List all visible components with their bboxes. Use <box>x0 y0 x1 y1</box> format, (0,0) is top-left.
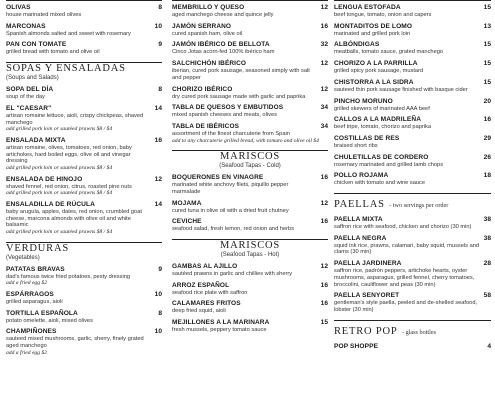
item-description: deep fried squid, aioli <box>172 308 226 315</box>
item-description: Spanish almonds salted and sweet with rosemary <box>6 30 131 37</box>
menu-item <box>334 260 491 288</box>
item-name: MONTADITOS DE LOMO <box>334 22 413 30</box>
section-title: PAELLAS <box>334 199 385 211</box>
item-name: PAN CON TOMATE <box>6 41 67 49</box>
item-price: 10 <box>154 328 162 336</box>
menu-item <box>334 343 491 351</box>
item-name: PAELLA JARDINERA <box>334 260 402 268</box>
section-subtitle: (Vegetables) <box>6 254 40 261</box>
item-description: cured spanish ham, olive oil <box>172 30 243 37</box>
menu-item <box>172 263 328 278</box>
item-addon: add grilled pork loin or sautéed prawns $8 / $4 <box>6 228 113 235</box>
menu-item <box>172 41 328 56</box>
item-price: 38 <box>483 216 491 224</box>
menu-item <box>334 4 491 19</box>
divider <box>334 0 491 1</box>
section-title: MARISCOS <box>219 151 281 163</box>
item-price: 16 <box>320 218 328 226</box>
item-description: grilled skewers of marinated AAA beef <box>334 105 430 112</box>
item-description: grilled spicy pork sausage, mustard <box>334 68 424 75</box>
menu-item <box>6 291 162 306</box>
item-name: MARCONAS <box>6 22 46 30</box>
item-name: ENSALADA DE HINOJO <box>6 175 83 183</box>
item-description: dry cured pork sausage made with garlic and paprika <box>172 93 306 100</box>
item-price: 26 <box>483 153 491 161</box>
menu-item <box>172 174 328 195</box>
item-name: BOQUERONES EN VINAGRE <box>172 174 264 182</box>
item-price: 12 <box>320 263 328 271</box>
section-header <box>172 150 328 170</box>
item-price: 12 <box>320 60 328 68</box>
item-price: 16 <box>320 22 328 30</box>
section-note: - two servings per order <box>389 202 449 210</box>
item-price: 29 <box>483 134 491 142</box>
section-header <box>334 320 491 339</box>
item-addon: add to any charcuterie grilled bread, with tomato and olive oil $4 <box>172 137 319 144</box>
item-price: 16 <box>483 116 491 124</box>
item-description: beef tripe, tomato, chorizo and paprika <box>334 124 432 131</box>
item-description: sauteed mixed mushrooms, garlic, sherry, finely grated aged manchego <box>6 336 144 349</box>
menu-item <box>6 201 162 236</box>
menu-item <box>172 300 328 315</box>
item-price: 12 <box>320 85 328 93</box>
menu-item <box>334 60 491 75</box>
item-name: POLLO ROJAMA <box>334 172 389 180</box>
item-price: 28 <box>483 260 491 268</box>
menu-item <box>6 310 162 325</box>
item-description: braised short ribs <box>334 142 378 149</box>
item-description: meatballs, tomato sauce, grated manchego <box>334 49 444 56</box>
item-name: MOJAMA <box>172 199 202 207</box>
menu-item <box>172 4 328 19</box>
section-note: - glass bottles <box>401 328 436 336</box>
item-price: 34 <box>320 122 328 130</box>
section-header <box>172 239 328 259</box>
item-price: 4 <box>487 342 491 350</box>
menu-column-1 <box>6 0 162 360</box>
menu-item <box>6 176 162 197</box>
menu-item <box>172 104 328 119</box>
item-addon: add a fried egg $2 <box>6 280 48 287</box>
item-name: PAELLA SENYORET <box>334 292 400 300</box>
item-name: POP SHOPPE <box>334 342 379 350</box>
item-price: 12 <box>154 175 162 183</box>
item-name: CHORIZO A LA PARRILLA <box>334 60 418 68</box>
item-description: seafood salad, fresh lemon, red onion and herbs <box>172 226 295 233</box>
item-description: soup of the day <box>6 94 45 101</box>
section-subtitle: (Soups and Salads) <box>6 75 59 82</box>
item-description: seafood rice plate with saffron <box>172 289 248 296</box>
item-description: saffron rice with seafood, chicken and chorizo (30 min) <box>334 224 472 231</box>
item-description: rosemary marinated and grilled lamb chops <box>334 161 444 168</box>
item-price: 16 <box>320 281 328 289</box>
item-name: JAMÓN SERRANO <box>172 22 232 30</box>
item-price: 38 <box>483 234 491 242</box>
item-description: saffron rice, padrón peppers, artichoke hearts, oyster mushrooms, asparagus, grilled fennel, cherry tomatoes, broccolini, cauliflower and peas (30 min) <box>334 268 475 288</box>
menu-item <box>334 23 491 38</box>
item-price: 10 <box>154 290 162 298</box>
item-price: 9 <box>158 265 162 273</box>
menu-item <box>334 292 491 313</box>
menu-item <box>334 235 491 256</box>
item-description: marinated white anchovy filets, piquillo pepper marmalade <box>172 182 289 195</box>
item-price: 8 <box>158 309 162 317</box>
item-name: COSTILLAS DE RES <box>334 134 400 142</box>
item-price: 20 <box>483 97 491 105</box>
item-price: 18 <box>483 172 491 180</box>
item-name: LENGUA ESTOFADA <box>334 4 401 11</box>
item-price: 14 <box>154 200 162 208</box>
item-addon: add grilled pork loin or sautéed prawns $8 / $4 <box>6 164 113 171</box>
item-price: 16 <box>320 174 328 182</box>
item-description: fresh mussels, peppery tomato sauce <box>172 327 267 334</box>
item-description: Cinco Jotas acorn-fed 100% ibérico ham <box>172 49 275 56</box>
item-description: potato omelette, aioli, mixed olives <box>6 317 93 324</box>
item-price: 10 <box>154 22 162 30</box>
item-name: CALLOS A LA MADRILEÑA <box>334 116 422 124</box>
section-subtitle: (Seafood Tapas - Hot) <box>220 252 280 259</box>
item-description: grilled asparagus, aioli <box>6 298 63 305</box>
menu-item <box>6 23 162 38</box>
item-description: aged manchego cheese and quince jelly <box>172 12 274 18</box>
menu-column-3 <box>334 0 491 355</box>
item-price: 14 <box>154 104 162 112</box>
item-name: CHULETILLAS DE CORDERO <box>334 153 429 161</box>
menu-item <box>172 282 328 297</box>
menu-item <box>172 218 328 233</box>
item-price: 13 <box>483 22 491 30</box>
item-description: chicken with tomato and wine sauce <box>334 180 426 187</box>
menu-item <box>172 200 328 215</box>
menu-item <box>172 60 328 81</box>
divider <box>6 0 162 1</box>
item-price: 9 <box>158 41 162 49</box>
item-name: ENSALADA MIXTA <box>6 136 66 144</box>
item-name: CHORIZO IBÉRICO <box>172 85 233 93</box>
item-description: iberian, cured pork sausage, seasoned simply with salt and pepper <box>172 68 310 81</box>
menu-column-2 <box>172 0 328 338</box>
item-name: SOPA DEL DÍA <box>6 86 54 94</box>
menu-item <box>334 216 491 231</box>
item-description: beef tongue, tomato, onion and capers <box>334 12 432 18</box>
item-description: cured tuna in olive oil with a dried fruit chutney <box>172 207 289 214</box>
item-price: 15 <box>320 319 328 327</box>
item-description: artisan romaine lettuce, aioli, crispy chickpeas, shaved manchego <box>6 112 144 126</box>
item-name: TABLA DE IBÉRICOS <box>172 122 240 130</box>
item-price: 34 <box>320 104 328 112</box>
menu-item <box>334 135 491 150</box>
item-addon: add grilled pork loin or sautéed prawns $8 / $4 <box>6 190 113 197</box>
item-description: sauteed thin pork sausage finished with basque cider <box>334 86 468 93</box>
item-price: 58 <box>483 292 491 300</box>
item-description: sautéed prawns in garlic and chillies with sherry <box>172 271 293 278</box>
section-header <box>334 193 491 212</box>
section-title: RETRO POP <box>334 325 398 337</box>
item-price: 12 <box>320 4 328 11</box>
item-name: PAELLA MIXTA <box>334 216 383 224</box>
item-price: 32 <box>320 41 328 49</box>
menu-item <box>6 328 162 356</box>
section-header <box>6 62 162 82</box>
menu-item <box>6 4 162 19</box>
divider <box>334 193 491 194</box>
menu-item <box>172 86 328 101</box>
item-name: CEVICHE <box>172 218 202 226</box>
menu-item <box>6 137 162 172</box>
menu-item <box>334 79 491 94</box>
item-description: gentleman's style paella, peeled and de-shelled seafood, lobster (30 min) <box>334 300 478 313</box>
menu-item <box>334 41 491 56</box>
menu-item <box>172 123 328 144</box>
item-name: ENSALADILLA DE RÚCULA <box>6 200 96 208</box>
item-price: 8 <box>158 4 162 11</box>
item-price: 8 <box>158 86 162 94</box>
item-description: house marinated mixed olives <box>6 12 82 18</box>
item-name: GAMBAS AL AJILLO <box>172 263 238 271</box>
divider <box>172 0 328 1</box>
item-price: 16 <box>154 136 162 144</box>
item-description: baby arugula, apples, dates, red onion, crumbled goat cheese, marcona almonds with olive oil and white balsamic <box>6 208 142 229</box>
item-name: CALAMARES FRITOS <box>172 300 241 308</box>
item-price: 15 <box>483 78 491 86</box>
section-title: SOPAS Y ENSALADAS <box>6 63 126 75</box>
item-name: OLIVAS <box>6 4 31 11</box>
section-subtitle: (Seafood Tapas - Cold) <box>219 163 281 170</box>
item-name: ESPÁRRAGOS <box>6 290 54 298</box>
item-description: marinated and grilled pork loin <box>334 30 411 37</box>
item-name: PAELLA NEGRA <box>334 234 387 242</box>
item-description: mixed spanish cheeses and meats, olives <box>172 112 277 119</box>
section-title: MARISCOS <box>219 240 281 252</box>
menu-item <box>6 266 162 287</box>
item-description: shaved fennel, red onion, citrus, roasted pine nuts <box>6 183 132 190</box>
item-addon: add grilled pork loin or sautéed prawns $8 / $4 <box>6 126 113 133</box>
item-name: TORTILLA ESPAÑOLA <box>6 309 78 317</box>
menu-item <box>172 319 328 334</box>
item-description: grilled bread with tomato and olive oil <box>6 49 100 56</box>
item-description: squid ink rice, prawns, calamari, baby squid, mussels and clams (30 min) <box>334 242 480 256</box>
item-name: PINCHO MORUNO <box>334 97 393 105</box>
divider <box>334 320 491 321</box>
menu-item <box>334 116 491 131</box>
menu-item <box>334 98 491 113</box>
menu-item <box>6 86 162 101</box>
item-name: MEJILLONES A LA MARINARA <box>172 319 270 327</box>
menu-item <box>6 41 162 56</box>
item-name: PATATAS BRAVAS <box>6 265 65 273</box>
section-title: VERDURAS <box>6 242 69 254</box>
menu-item <box>172 23 328 38</box>
item-description: dad's famous twice fried potatoes, pesty dressing <box>6 273 131 280</box>
item-price: 15 <box>483 60 491 68</box>
menu-item <box>6 105 162 133</box>
item-price: 12 <box>320 199 328 207</box>
item-name: CHAMPIÑONES <box>6 328 57 336</box>
item-price: 15 <box>483 41 491 49</box>
item-description: artisan romaine, olives, tomatoes, red onion, baby artichokes, hard boiled eggs, olive oil and vinegar dressing <box>6 144 132 165</box>
item-name: ARROZ ESPAÑOL <box>172 281 230 289</box>
section-header <box>6 242 162 262</box>
menu-item <box>334 172 491 187</box>
item-name: JAMÓN IBÉRICO DE BELLOTA <box>172 41 270 49</box>
item-name: ALBÓNDIGAS <box>334 41 380 49</box>
item-name: EL "CAESAR" <box>6 104 52 112</box>
menu-item <box>334 154 491 169</box>
item-name: CHISTORRA A LA SIDRA <box>334 78 414 86</box>
item-addon: add a fried egg $2 <box>6 349 48 356</box>
item-name: TABLA DE QUESOS Y EMBUTIDOS <box>172 104 284 112</box>
item-description: assortment of the finest charcuterie from Spain <box>172 130 290 137</box>
item-price: 15 <box>483 4 491 11</box>
item-name: MEMBRILLO Y QUESO <box>172 4 245 11</box>
item-name: SALCHICHÓN IBÉRICO <box>172 60 247 68</box>
item-price: 16 <box>320 300 328 308</box>
